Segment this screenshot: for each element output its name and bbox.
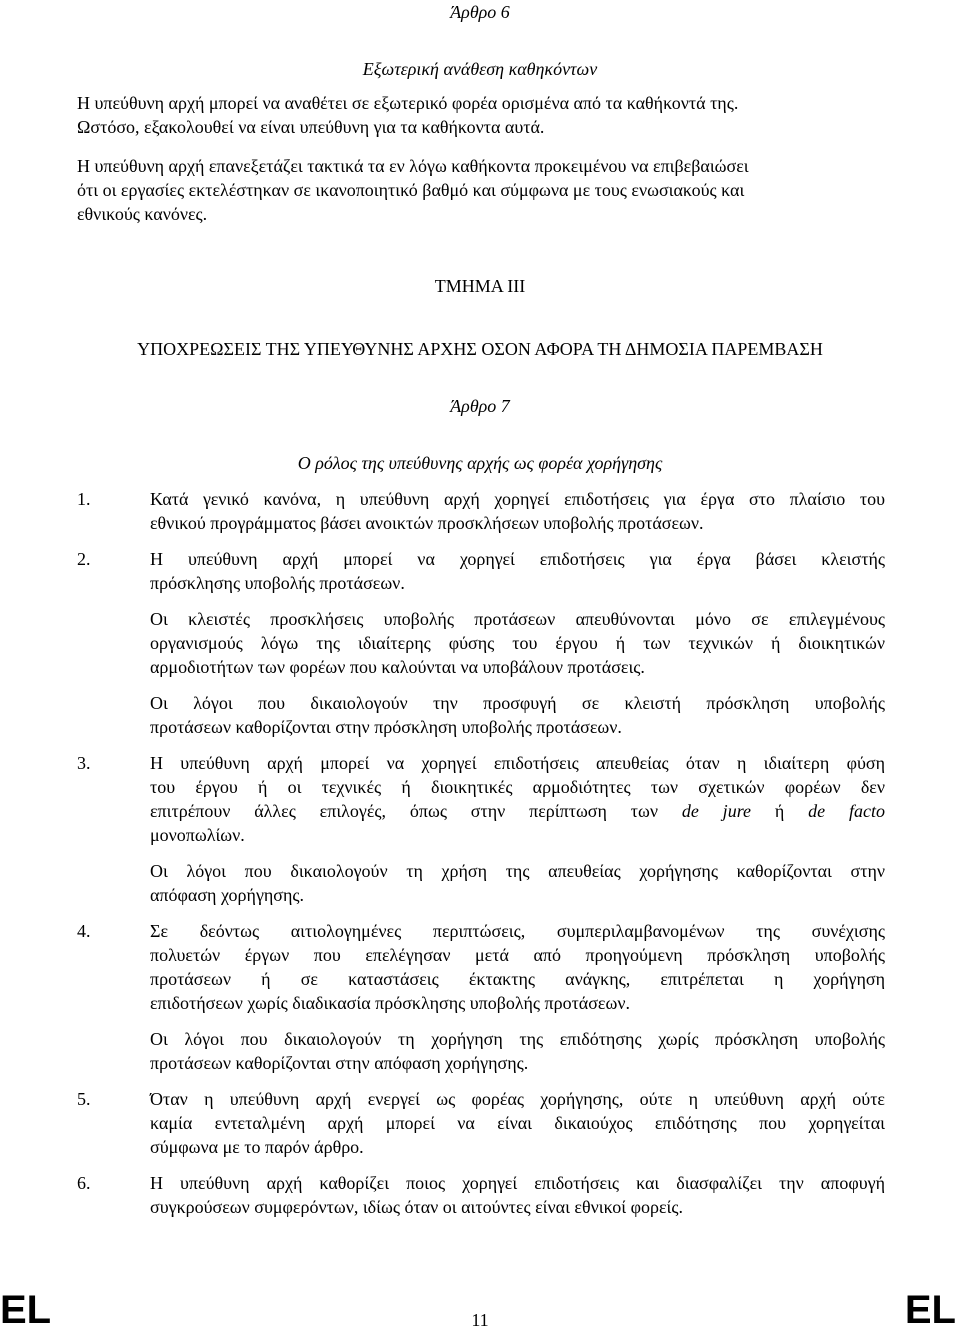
item-5-line: καμία εντεταλμένη αρχή μπορεί να είναι δικαιούχος επιδότησης που χορηγείται [150, 1113, 885, 1133]
item-3-line: του έργου ή οι τεχνικές ή διοικητικές αρμοδιότητες των σχετικών φορέων δεν [150, 777, 885, 797]
item-2c-line: Οι λόγοι που δικαιολογούν την προσφυγή σε κλειστή πρόσκληση υποβολής [150, 693, 885, 713]
article-6-p1-line: Η υπεύθυνη αρχή μπορεί να αναθέτει σε εξωτερικό φορέα ορισμένα από τα καθήκοντά της. [77, 93, 739, 113]
item-4-line: Σε δεόντως αιτιολογημένες περιπτώσεις, συμπεριλαμβανομένων της συνέχισης [150, 921, 885, 941]
article-6-p1-line: Ωστόσο, εξακολουθεί να είναι υπεύθυνη για τα καθήκοντα αυτά. [77, 117, 545, 137]
article-6-heading: Άρθρο 6 [450, 2, 510, 22]
section-title: ΤΜΗΜΑ III [434, 276, 526, 296]
item-2-line: πρόσκλησης υποβολής προτάσεων. [150, 573, 405, 593]
item-number: 4. [77, 921, 91, 941]
page-number: 11 [471, 1310, 489, 1330]
item-5-line: Όταν η υπεύθυνη αρχή ενεργεί ως φορέας χορήγησης, ούτε η υπεύθυνη αρχή ούτε [150, 1089, 885, 1109]
item-5-line: σύμφωνα με το παρόν άρθρο. [150, 1137, 364, 1157]
article-7-heading: Άρθρο 7 [450, 396, 510, 416]
item-number: 6. [77, 1173, 91, 1193]
item-6-line: Η υπεύθυνη αρχή καθορίζει ποιος χορηγεί επιδοτήσεις και διασφαλίζει την αποφυγή [150, 1173, 885, 1193]
item-number: 1. [77, 489, 91, 509]
item-2b-line: Οι κλειστές προσκλήσεις υποβολής προτάσεων απευθύνονται μόνο σε επιλεγμένους [150, 609, 885, 629]
item-1-line: Κατά γενικό κανόνα, η υπεύθυνη αρχή χορηγεί επιδοτήσεις για έργα στο πλαίσιο του [150, 489, 885, 509]
article-7-subtitle: Ο ρόλος της υπεύθυνης αρχής ως φορέα χορήγησης [297, 453, 663, 473]
section-subtitle: ΥΠΟΧΡΕΩΣΕΙΣ ΤΗΣ ΥΠΕΥΘΥΝΗΣ ΑΡΧΗΣ ΟΣΟΝ ΑΦΟΡΑ ΤΗ ΔΗΜΟΣΙΑ ΠΑΡΕΜΒΑΣΗ [137, 339, 823, 359]
item-2b-line: αρμοδιοτήτων των φορέων που καλούνται να υποβάλουν προτάσεις. [150, 657, 645, 677]
item-4-line: πολυετών έργων που επελέγησαν μετά από προηγούμενη πρόσκληση υποβολής [150, 945, 885, 965]
item-3-line: Η υπεύθυνη αρχή μπορεί να χορηγεί επιδοτήσεις απευθείας όταν η ιδιαίτερη φύση [150, 753, 885, 773]
article-6-subtitle: Εξωτερική ανάθεση καθηκόντων [362, 59, 598, 79]
footer-language-left: EL [0, 1288, 52, 1332]
item-1-line: εθνικού προγράμματος βάσει ανοικτών προσκλήσεων υποβολής προτάσεων. [150, 513, 704, 533]
item-4b-line: Οι λόγοι που δικαιολογούν τη χορήγηση της επιδότησης χωρίς πρόσκληση υποβολής [150, 1029, 885, 1049]
item-3b-line: Οι λόγοι που δικαιολογούν τη χρήση της απευθείας χορήγησης καθορίζονται στην [150, 861, 885, 881]
item-3-line: επιτρέπουν άλλες επιλογές, όπως στην περίπτωση των de jure ή de facto [150, 801, 885, 821]
item-3-line: μονοπωλίων. [150, 825, 245, 845]
item-number: 2. [77, 549, 91, 569]
item-4-line: προτάσεων ή σε καταστάσεις έκτακτης ανάγκης, επιτρέπεται η χορήγηση [150, 969, 885, 989]
article-6-p2-line: ότι οι εργασίες εκτελέστηκαν σε ικανοποιητικό βαθμό και σύμφωνα με τους ενωσιακούς και [77, 180, 745, 200]
article-6-p2-line: Η υπεύθυνη αρχή επανεξετάζει τακτικά τα εν λόγω καθήκοντα προκειμένου να επιβεβαιώσει [77, 156, 749, 176]
item-2c-line: προτάσεων καθορίζονται στην πρόσκληση υποβολής προτάσεων. [150, 717, 622, 737]
item-number: 3. [77, 753, 91, 773]
item-6-line: συγκρούσεων συμφερόντων, ιδίως όταν οι αιτούντες είναι εθνικοί φορείς. [150, 1197, 683, 1217]
item-4-line: επιδοτήσεων χωρίς διαδικασία πρόσκλησης υποβολής προτάσεων. [150, 993, 630, 1013]
item-number: 5. [77, 1089, 91, 1109]
article-6-p2-line: εθνικούς κανόνες. [77, 204, 208, 224]
item-2-line: Η υπεύθυνη αρχή μπορεί να χορηγεί επιδοτήσεις για έργα βάσει κλειστής [150, 549, 885, 569]
item-3b-line: απόφαση χορήγησης. [150, 885, 305, 905]
item-2b-line: οργανισμούς λόγω της ιδιαίτερης φύσης του έργου ή των τεχνικών ή διοικητικών [150, 633, 885, 653]
footer-language-right: EL [904, 1288, 956, 1332]
item-4b-line: προτάσεων καθορίζονται στην απόφαση χορήγησης. [150, 1053, 529, 1073]
